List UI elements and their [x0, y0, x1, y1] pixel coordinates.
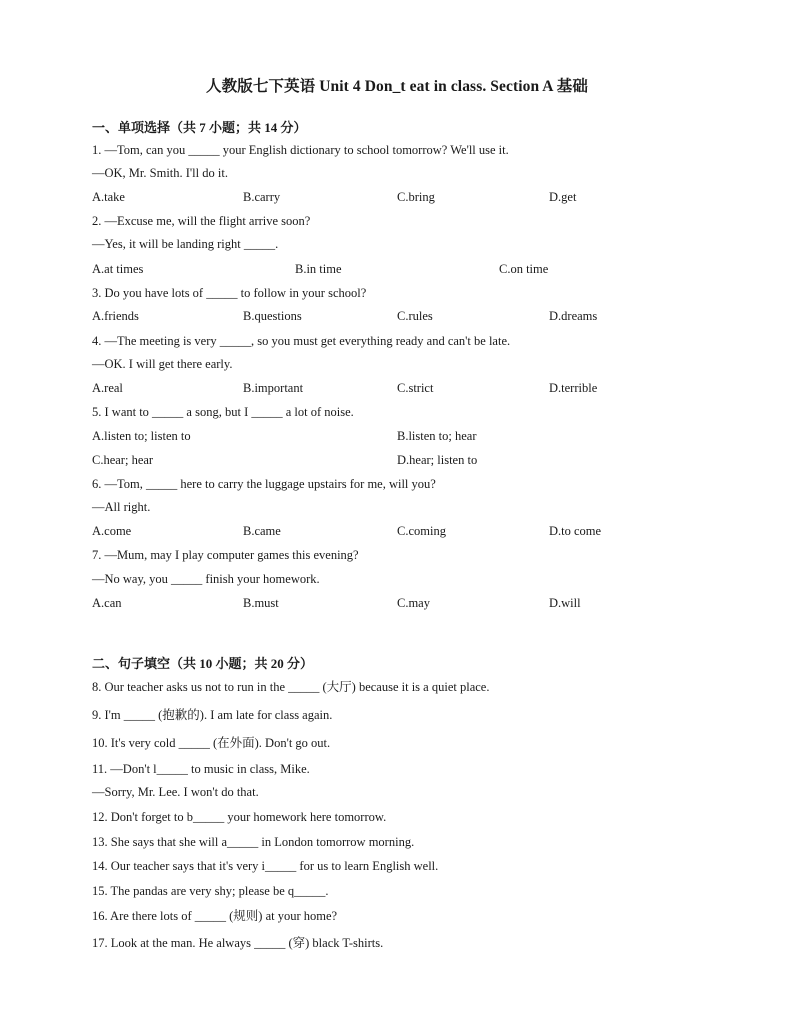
question-1-option-d: D.get [549, 190, 577, 204]
question-5-option-b: B.listen to; hear [397, 429, 477, 443]
question-5-option-a: A.listen to; listen to [92, 429, 191, 443]
question-16: 16. Are there lots of _____ (规则) at your home? [92, 909, 338, 923]
question-6-line-2: —All right. [92, 500, 151, 514]
question-4-option-c: C.strict [397, 381, 434, 395]
question-7-option-a: A.can [92, 596, 122, 610]
question-4-option-b: B.important [243, 381, 304, 395]
question-12: 12. Don't forget to b_____ your homework here tomorrow. [92, 810, 387, 824]
question-7-line-1: 7. —Mum, may I play computer games this evening? [92, 548, 359, 562]
question-2-line-1: 2. —Excuse me, will the flight arrive soon? [92, 214, 311, 228]
question-5-line-1: 5. I want to _____ a song, but I _____ a lot of noise. [92, 405, 354, 419]
question-1-option-a: A.take [92, 190, 125, 204]
question-3-option-c: C.rules [397, 309, 433, 323]
question-1-option-b: B.carry [243, 190, 281, 204]
question-3-line-1: 3. Do you have lots of _____ to follow in your school? [92, 286, 367, 300]
question-8: 8. Our teacher asks us not to run in the _____ (大厅) because it is a quiet place. [92, 680, 490, 694]
question-13: 13. She says that she will a_____ in London tomorrow morning. [92, 835, 415, 849]
question-6-option-c: C.coming [397, 524, 446, 538]
question-11-line-2: —Sorry, Mr. Lee. I won't do that. [92, 785, 259, 799]
question-6-line-1: 6. —Tom, _____ here to carry the luggage upstairs for me, will you? [92, 477, 436, 491]
question-7-line-2: —No way, you _____ finish your homework. [92, 572, 320, 586]
page-title: 人教版七下英语 Unit 4 Don_t eat in class. Section A 基础 [206, 78, 588, 95]
question-4-line-1: 4. —The meeting is very _____, so you must get everything ready and can't be late. [92, 334, 511, 348]
question-4-option-d: D.terrible [549, 381, 598, 395]
question-9: 9. I'm _____ (抱歉的). I am late for class again. [92, 708, 333, 722]
question-6-option-b: B.came [243, 524, 281, 538]
question-3-option-d: D.dreams [549, 309, 598, 323]
question-17: 17. Look at the man. He always _____ (穿) black T-shirts. [92, 936, 384, 950]
question-5-option-c: C.hear; hear [92, 453, 154, 467]
question-7-option-b: B.must [243, 596, 279, 610]
question-1-line-1: 1. —Tom, can you _____ your English dictionary to school tomorrow? We'll use it. [92, 143, 509, 157]
question-2-option-c: C.on time [499, 262, 549, 276]
question-3-option-b: B.questions [243, 309, 302, 323]
question-6-option-a: A.come [92, 524, 132, 538]
question-10: 10. It's very cold _____ (在外面). Don't go out. [92, 736, 331, 750]
question-2-option-a: A.at times [92, 262, 144, 276]
question-2-option-b: B.in time [295, 262, 342, 276]
question-3-option-a: A.friends [92, 309, 139, 323]
question-4-line-2: —OK. I will get there early. [92, 357, 233, 371]
question-14: 14. Our teacher says that it's very i_____ for us to learn English well. [92, 859, 439, 873]
question-2-line-2: —Yes, it will be landing right _____. [92, 237, 279, 251]
question-7-option-d: D.will [549, 596, 581, 610]
question-7-option-c: C.may [397, 596, 430, 610]
question-15: 15. The pandas are very shy; please be q_____. [92, 884, 329, 898]
question-11-line-1: 11. —Don't l_____ to music in class, Mike. [92, 762, 310, 776]
question-1-option-c: C.bring [397, 190, 435, 204]
question-4-option-a: A.real [92, 381, 123, 395]
question-1-line-2: —OK, Mr. Smith. I'll do it. [92, 166, 228, 180]
section-heading-2: 二、句子填空（共 10 小题；共 20 分） [92, 656, 314, 671]
question-5-option-d: D.hear; listen to [397, 453, 478, 467]
section-heading-1: 一、单项选择（共 7 小题；共 14 分） [92, 120, 307, 135]
question-6-option-d: D.to come [549, 524, 602, 538]
